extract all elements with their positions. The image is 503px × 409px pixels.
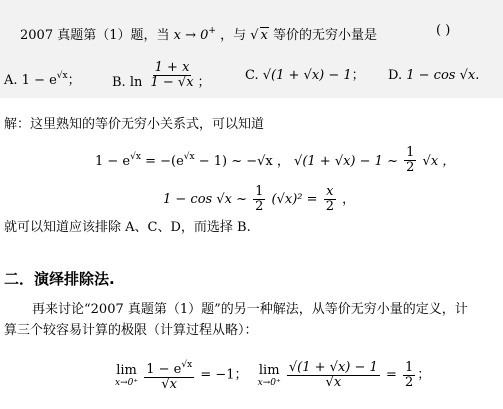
limit-1-den: √x <box>161 377 178 392</box>
limit-1-num-text: 1 − e <box>146 362 182 377</box>
limit-2-num: √(1 + √x) − 1 <box>288 359 378 375</box>
question-cond-sup: + <box>208 26 216 36</box>
solution-conclusion: 就可以知道应该排除 A、C、D，而选择 B. <box>4 220 251 235</box>
eq2-x-half <box>324 185 336 214</box>
limits-line <box>115 358 430 392</box>
limit-2-lim: lim <box>258 362 280 378</box>
eq1-part-c: − 1) ~ −√x ， <box>198 154 290 169</box>
eq2-part-d: ， <box>342 192 356 207</box>
question-sqrt-x: x <box>260 28 268 43</box>
limit-1-num-sup: √x <box>181 360 193 370</box>
eq2-x-num: x <box>326 184 334 199</box>
eq1-part-a-sup: √x <box>130 152 141 162</box>
question-stem <box>20 23 377 44</box>
sqrt-sign: √ <box>250 28 259 43</box>
option-b-num: 1 + x <box>154 60 190 75</box>
limit-1-frac <box>144 358 194 392</box>
option-a <box>4 68 81 89</box>
limit-2-frac <box>287 361 380 390</box>
limit-1 <box>115 363 138 388</box>
option-a-end: ； <box>67 73 81 88</box>
eq1-part-a: 1 − e <box>95 154 131 169</box>
eq2-part-b: (√x)² = <box>271 192 318 207</box>
eq2-half <box>253 185 265 214</box>
equation-1 <box>95 147 455 176</box>
option-d-label: D. <box>388 68 403 83</box>
option-b-label: B. <box>112 75 126 90</box>
option-b-ln: ln <box>129 75 143 90</box>
section-2-title: 二．演绎排除法. <box>4 270 115 288</box>
eq2-half-num: 1 <box>255 184 264 199</box>
limit-2-sub: x→0⁺ <box>257 377 281 388</box>
eq1-part-b-sup: √x <box>183 152 195 162</box>
question-mid: ，与 <box>220 28 247 43</box>
question-prefix: 2007 真题第（1）题，当 <box>20 28 170 43</box>
eq1-part-d: √(1 + √x) − 1 ~ <box>294 154 398 169</box>
option-a-sup: √x <box>56 71 68 81</box>
option-b-end: ； <box>197 75 211 90</box>
limit-2-result-den: 2 <box>404 374 414 390</box>
option-d <box>388 68 479 84</box>
option-c <box>245 68 365 84</box>
eq1-part-b: = −(e <box>145 154 184 169</box>
option-c-expr: √(1 + √x) − 1 <box>262 68 352 83</box>
section-2-para-1: 再来讨论“2007 真题第（1）题”的另一种解法，从等价无穷小量的定义，计 <box>32 302 468 317</box>
limit-2-end: ； <box>417 367 431 383</box>
limit-1-lim: lim <box>116 362 137 378</box>
option-b <box>112 60 211 97</box>
section-2-para-2: 算三个较容易计算的极限（计算过程从略）： <box>4 323 258 338</box>
solution-intro: 解：这里熟知的等价无穷小关系式，可以知道 <box>4 117 265 132</box>
option-a-expr: 1 − e <box>21 73 57 88</box>
question-cond: x → 0 <box>173 28 209 43</box>
limit-2 <box>258 363 281 388</box>
limit-2-result <box>403 361 415 390</box>
option-b-frac <box>149 61 196 90</box>
eq1-part-e: √x ， <box>422 154 456 169</box>
limit-1-sub: x→0⁺ <box>115 377 139 388</box>
eq1-half-den: 2 <box>406 160 415 175</box>
equation-2 <box>163 185 355 214</box>
eq2-part-a: 1 − cos √x ~ <box>163 192 247 207</box>
eq1-half-num: 1 <box>406 145 415 160</box>
limit-1-num <box>144 358 194 378</box>
eq2-half-den: 2 <box>255 199 264 214</box>
answer-paren: ( ) <box>436 23 451 38</box>
limit-1-result: = −1； <box>200 367 248 383</box>
limit-2-equals: = <box>385 367 397 383</box>
option-c-end: ； <box>351 68 365 83</box>
question-tail: 等价的无穷小量是 <box>273 28 378 43</box>
option-d-expr: 1 − cos √x <box>406 68 476 83</box>
eq2-x-den: 2 <box>325 199 334 214</box>
eq1-half <box>404 146 416 175</box>
option-d-end: . <box>475 68 480 83</box>
option-c-label: C. <box>245 68 259 83</box>
limit-2-result-num: 1 <box>404 359 414 375</box>
option-a-label: A. <box>4 73 18 88</box>
limit-2-den: √x <box>325 374 342 390</box>
option-b-den: 1 − √x <box>150 75 194 90</box>
